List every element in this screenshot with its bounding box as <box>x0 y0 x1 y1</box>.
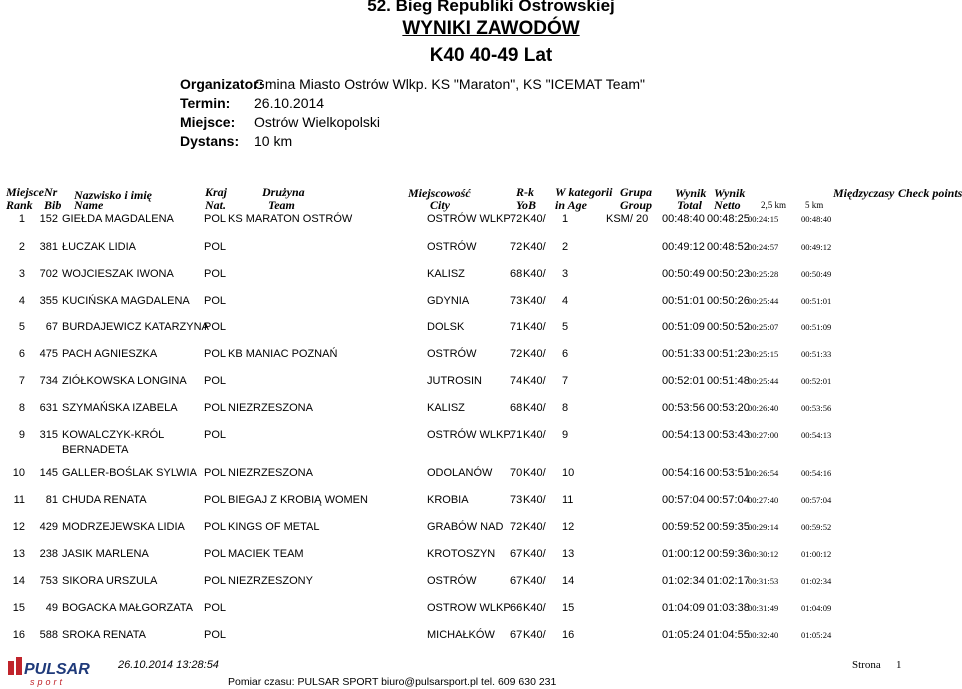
cell-yob: 74 <box>510 375 523 387</box>
cell-category: K40/ <box>523 629 546 641</box>
cell-netto-time: 01:02:17 <box>707 575 750 587</box>
cell-name: SROKA RENATA <box>62 629 146 641</box>
cell-nat: POL <box>204 348 227 360</box>
col-team-pl: Drużyna <box>262 185 305 199</box>
cell-total-time: 01:04:09 <box>662 602 705 614</box>
cell-netto-time: 00:53:20 <box>707 402 750 414</box>
cell-netto-time: 00:50:52 <box>707 321 750 333</box>
cell-team: BIEGAJ Z KROBIĄ WOMEN <box>228 494 368 506</box>
col-nat-pl: Kraj <box>205 185 228 199</box>
cell-bib: 429 <box>39 521 58 533</box>
cell-split-2-5km: 00:26:54 <box>748 468 779 478</box>
cell-bib: 81 <box>45 494 58 506</box>
cell-split-2-5km: 00:29:14 <box>748 522 779 532</box>
cell-split-5km: 01:02:34 <box>801 576 832 586</box>
cell-bib: 588 <box>39 629 58 641</box>
col-yob-en: YoB <box>516 198 537 212</box>
cell-split-2-5km: 00:25:28 <box>748 269 779 279</box>
cell-yob: 68 <box>510 268 523 280</box>
cell-city: KROTOSZYN <box>427 548 496 560</box>
cell-city: MICHAŁKÓW <box>427 629 495 641</box>
cell-bib: 631 <box>39 402 58 414</box>
cell-in-age: 4 <box>562 295 569 307</box>
cell-name: WOJCIESZAK IWONA <box>62 268 174 280</box>
col-bib-en: Bib <box>44 198 62 212</box>
cell-total-time: 00:57:04 <box>662 494 705 506</box>
col-group-pl: Grupa <box>620 185 653 199</box>
svg-text:PULSAR: PULSAR <box>24 661 90 678</box>
table-row <box>0 321 960 351</box>
cell-category: K40/ <box>523 375 546 387</box>
cell-in-age: 12 <box>562 521 575 533</box>
cell-split-2-5km: 00:25:15 <box>748 349 779 359</box>
table-row <box>0 213 960 243</box>
cell-nat: POL <box>204 494 227 506</box>
col-bib-pl: Nr <box>44 185 58 199</box>
cell-yob: 71 <box>510 321 523 333</box>
cell-in-age: 10 <box>562 467 575 479</box>
cell-yob: 66 <box>510 602 523 614</box>
cell-nat: POL <box>204 467 227 479</box>
cell-city: GDYNIA <box>427 295 470 307</box>
table-row <box>0 402 960 432</box>
cell-name: MODRZEJEWSKA LIDIA <box>62 521 185 533</box>
page-number: 1 <box>896 659 902 671</box>
table-row <box>0 521 960 551</box>
cell-name: BOGACKA MAŁGORZATA <box>62 602 194 614</box>
cell-netto-time: 00:51:48 <box>707 375 750 387</box>
cell-city: KALISZ <box>427 402 465 414</box>
cell-netto-time: 00:48:25 <box>707 213 750 225</box>
cell-split-2-5km: 00:27:40 <box>748 495 779 505</box>
cell-yob: 67 <box>510 629 523 641</box>
cell-total-time: 00:49:12 <box>662 241 705 253</box>
cell-name: ZIÓŁKOWSKA LONGINA <box>62 375 187 387</box>
col-split1: 2,5 km <box>761 200 787 210</box>
cell-name: JASIK MARLENA <box>62 548 149 560</box>
cell-city: OSTRÓW <box>427 241 477 253</box>
col-nat-en: Nat. <box>205 198 226 212</box>
cell-in-age: 13 <box>562 548 575 560</box>
cell-bib: 67 <box>45 321 58 333</box>
table-row <box>0 241 960 271</box>
cell-city: KALISZ <box>427 268 465 280</box>
cell-yob: 70 <box>510 467 523 479</box>
cell-split-2-5km: 00:32:40 <box>748 630 779 640</box>
col-total-pl: Wynik <box>675 186 707 200</box>
cell-total-time: 00:53:56 <box>662 402 705 414</box>
cell-category: K40/ <box>523 548 546 560</box>
cell-netto-time: 00:59:36 <box>707 548 750 560</box>
col-yob-pl: R-k <box>516 185 534 199</box>
cell-nat: POL <box>204 402 227 414</box>
cell-netto-time: 00:53:51 <box>707 467 750 479</box>
cell-rank: 6 <box>18 348 25 360</box>
cell-city: JUTROSIN <box>427 375 482 387</box>
cell-total-time: 00:51:09 <box>662 321 705 333</box>
cell-split-5km: 00:52:01 <box>801 376 832 386</box>
cell-rank: 3 <box>18 268 25 280</box>
cell-total-time: 01:05:24 <box>662 629 705 641</box>
cell-netto-time: 00:53:43 <box>707 429 750 441</box>
cell-netto-time: 01:03:38 <box>707 602 750 614</box>
cell-name: SIKORA URSZULA <box>62 575 158 587</box>
timing-credit: Pomiar czasu: PULSAR SPORT biuro@pulsarsport.pl tel. 609 630 231 <box>228 676 557 688</box>
cell-yob: 73 <box>510 494 523 506</box>
cell-in-age: 1 <box>562 213 569 225</box>
cell-split-5km: 00:50:49 <box>801 269 832 279</box>
cell-team: NIEZRZESZONA <box>228 402 313 414</box>
cell-split-2-5km: 00:31:53 <box>748 576 779 586</box>
cell-yob: 72 <box>510 213 523 225</box>
cell-rank: 13 <box>12 548 25 560</box>
cell-netto-time: 01:04:55 <box>707 629 750 641</box>
cell-split-2-5km: 00:24:57 <box>748 242 779 252</box>
cell-total-time: 00:48:40 <box>662 213 705 225</box>
cell-city: DOLSK <box>427 321 465 333</box>
cell-category: K40/ <box>523 402 546 414</box>
cell-split-5km: 00:48:40 <box>801 214 832 224</box>
cell-split-5km: 00:59:52 <box>801 522 832 532</box>
cell-yob: 72 <box>510 241 523 253</box>
cell-netto-time: 00:59:35 <box>707 521 750 533</box>
cell-total-time: 00:54:16 <box>662 467 705 479</box>
cell-bib: 145 <box>39 467 58 479</box>
col-city-pl: Miejscowość <box>408 186 471 200</box>
cell-in-age: 2 <box>562 241 569 253</box>
col-group-en: Group <box>620 198 653 212</box>
category-title: K40 40-49 Lat <box>429 45 553 66</box>
cell-yob: 67 <box>510 548 523 560</box>
cell-group: KSM/ 20 <box>606 213 649 225</box>
cell-team: MACIEK TEAM <box>228 548 304 560</box>
cell-in-age: 8 <box>562 402 569 414</box>
cell-nat: POL <box>204 268 227 280</box>
cell-yob: 72 <box>510 348 523 360</box>
cell-total-time: 00:50:49 <box>662 268 705 280</box>
cell-bib: 475 <box>39 348 58 360</box>
cell-split-5km: 00:51:01 <box>801 296 832 306</box>
cell-split-5km: 00:49:12 <box>801 242 832 252</box>
cell-split-2-5km: 00:25:44 <box>748 296 779 306</box>
cell-split-2-5km: 00:27:00 <box>748 430 779 440</box>
cell-split-2-5km: 00:24:15 <box>748 214 779 224</box>
table-row <box>0 268 960 298</box>
cell-total-time: 00:51:01 <box>662 295 705 307</box>
cell-total-time: 00:52:01 <box>662 375 705 387</box>
cell-city: OSTRÓW <box>427 575 477 587</box>
cell-nat: POL <box>204 375 227 387</box>
printed-timestamp: 26.10.2014 13:28:54 <box>118 659 219 671</box>
cell-category: K40/ <box>523 321 546 333</box>
cell-split-5km: 01:04:09 <box>801 603 832 613</box>
cell-bib: 381 <box>39 241 58 253</box>
col-city-en: City <box>430 198 450 212</box>
cell-rank: 1 <box>18 213 25 225</box>
date-label: Termin: <box>180 95 231 111</box>
cell-team: KINGS OF METAL <box>228 521 320 533</box>
cell-rank: 2 <box>18 241 25 253</box>
cell-split-5km: 00:57:04 <box>801 495 832 505</box>
svg-text:sport: sport <box>30 677 66 687</box>
place-value: Ostrów Wielkopolski <box>254 114 381 130</box>
cell-rank: 5 <box>18 321 25 333</box>
cell-yob: 71 <box>510 429 523 441</box>
col-intermediate: Międzyczasy <box>833 186 895 200</box>
cell-total-time: 00:54:13 <box>662 429 705 441</box>
cell-in-age: 5 <box>562 321 569 333</box>
results-title: WYNIKI ZAWODÓW <box>402 18 580 39</box>
cell-bib: 355 <box>39 295 58 307</box>
table-row <box>0 429 960 459</box>
cell-name: KOWALCZYK-KRÓL <box>62 429 165 441</box>
cell-netto-time: 00:48:52 <box>707 241 750 253</box>
table-row <box>0 629 960 659</box>
cell-total-time: 00:59:52 <box>662 521 705 533</box>
cell-rank: 14 <box>12 575 25 587</box>
cell-category: K40/ <box>523 241 546 253</box>
cell-nat: POL <box>204 295 227 307</box>
cell-netto-time: 00:50:23 <box>707 268 750 280</box>
cell-split-5km: 00:53:56 <box>801 403 832 413</box>
cell-total-time: 01:00:12 <box>662 548 705 560</box>
cell-bib: 315 <box>39 429 58 441</box>
cell-bib: 238 <box>39 548 58 560</box>
cell-total-time: 01:02:34 <box>662 575 705 587</box>
cell-category: K40/ <box>523 295 546 307</box>
col-rank-en: Rank <box>6 198 33 212</box>
cell-split-2-5km: 00:25:44 <box>748 376 779 386</box>
event-title: 52. Bieg Republiki Ostrowskiej <box>367 0 615 15</box>
place-label: Miejsce: <box>180 114 236 130</box>
cell-split-5km: 00:54:13 <box>801 430 832 440</box>
cell-split-5km: 01:00:12 <box>801 549 832 559</box>
cell-total-time: 00:51:33 <box>662 348 705 360</box>
cell-split-2-5km: 00:26:40 <box>748 403 779 413</box>
cell-name-continued: BERNADETA <box>62 444 129 456</box>
cell-split-2-5km: 00:31:49 <box>748 603 779 613</box>
cell-rank: 8 <box>18 402 25 414</box>
col-inage-pl: W kategorii <box>555 185 613 199</box>
cell-name: SZYMAŃSKA IZABELA <box>62 402 178 414</box>
col-name-en: Name <box>74 198 104 212</box>
table-row <box>0 348 960 378</box>
col-rank-pl: Miejsce <box>6 185 44 199</box>
table-row <box>0 467 960 497</box>
cell-yob: 72 <box>510 521 523 533</box>
table-row <box>0 494 960 524</box>
cell-netto-time: 00:51:23 <box>707 348 750 360</box>
date-value: 26.10.2014 <box>254 95 325 111</box>
cell-split-2-5km: 00:30:12 <box>748 549 779 559</box>
cell-nat: POL <box>204 321 227 333</box>
cell-city: OSTRÓW WLKP <box>427 213 511 225</box>
cell-rank: 11 <box>13 494 25 506</box>
table-row <box>0 548 960 578</box>
cell-rank: 4 <box>18 295 25 307</box>
cell-city: OSTRÓW WLKP. <box>427 429 513 441</box>
cell-in-age: 7 <box>562 375 569 387</box>
page-label: Strona <box>852 659 881 671</box>
cell-yob: 73 <box>510 295 523 307</box>
col-total-en: Total <box>677 198 702 212</box>
cell-rank: 7 <box>18 375 25 387</box>
cell-yob: 67 <box>510 575 523 587</box>
distance-label: Dystans: <box>180 133 240 149</box>
cell-bib: 152 <box>39 213 58 225</box>
cell-bib: 702 <box>39 268 58 280</box>
cell-nat: POL <box>204 241 227 253</box>
col-checkpoints: Check points <box>898 186 962 200</box>
cell-team: NIEZRZESZONY <box>228 575 313 587</box>
table-row <box>0 375 960 405</box>
organizer-label: Organizator: <box>180 76 264 92</box>
cell-category: K40/ <box>523 348 546 360</box>
cell-split-5km: 01:05:24 <box>801 630 832 640</box>
cell-in-age: 9 <box>562 429 569 441</box>
cell-category: K40/ <box>523 494 546 506</box>
cell-in-age: 16 <box>562 629 575 641</box>
cell-city: GRABÓW NAD <box>427 521 504 533</box>
cell-nat: POL <box>204 575 227 587</box>
col-team-en: Team <box>268 198 295 212</box>
col-split2: 5 km <box>805 200 824 210</box>
table-row <box>0 602 960 632</box>
cell-name: ŁUCZAK LIDIA <box>62 241 136 253</box>
cell-city: OSTRÓW <box>427 348 477 360</box>
cell-category: K40/ <box>523 467 546 479</box>
cell-in-age: 11 <box>562 494 574 506</box>
cell-rank: 10 <box>12 467 25 479</box>
cell-in-age: 14 <box>562 575 575 587</box>
cell-rank: 12 <box>12 521 25 533</box>
cell-category: K40/ <box>523 602 546 614</box>
cell-split-5km: 00:51:09 <box>801 322 832 332</box>
pulsar-sport-logo <box>6 655 90 689</box>
cell-city: OSTROW WLKP <box>427 602 511 614</box>
cell-nat: POL <box>204 429 227 441</box>
cell-split-5km: 00:51:33 <box>801 349 832 359</box>
col-inage-en: in Age <box>555 198 587 212</box>
cell-category: K40/ <box>523 521 546 533</box>
cell-netto-time: 00:50:26 <box>707 295 750 307</box>
cell-category: K40/ <box>523 575 546 587</box>
cell-in-age: 6 <box>562 348 569 360</box>
cell-name: GIEŁDA MAGDALENA <box>62 213 174 225</box>
cell-netto-time: 00:57:04 <box>707 494 750 506</box>
cell-bib: 734 <box>39 375 58 387</box>
cell-rank: 15 <box>12 602 25 614</box>
col-name-pl: Nazwisko i imię <box>74 188 153 202</box>
cell-name: GALLER-BOŚLAK SYLWIA <box>62 467 197 479</box>
cell-category: K40/ <box>523 213 546 225</box>
cell-nat: POL <box>204 602 227 614</box>
cell-name: KUCIŃSKA MAGDALENA <box>62 295 190 307</box>
table-row <box>0 575 960 605</box>
cell-split-5km: 00:54:16 <box>801 468 832 478</box>
col-netto-en: Netto <box>714 198 741 212</box>
cell-city: KROBIA <box>427 494 469 506</box>
organizer-value: Gmina Miasto Ostrów Wlkp. KS "Maraton", KS "ICEMAT Team" <box>254 76 645 92</box>
cell-nat: POL <box>204 521 227 533</box>
cell-in-age: 3 <box>562 268 569 280</box>
cell-category: K40/ <box>523 268 546 280</box>
cell-team: KB MANIAC POZNAŃ <box>228 348 338 360</box>
cell-nat: POL <box>204 629 227 641</box>
cell-bib: 753 <box>39 575 58 587</box>
cell-nat: POL <box>204 213 227 225</box>
cell-bib: 49 <box>45 602 58 614</box>
cell-in-age: 15 <box>562 602 575 614</box>
cell-rank: 16 <box>12 629 25 641</box>
cell-name: CHUDA RENATA <box>62 494 147 506</box>
col-netto-pl: Wynik <box>714 186 746 200</box>
cell-rank: 9 <box>18 429 25 441</box>
cell-team: NIEZRZESZONA <box>228 467 313 479</box>
cell-split-2-5km: 00:25:07 <box>748 322 779 332</box>
cell-yob: 68 <box>510 402 523 414</box>
distance-value: 10 km <box>254 133 293 149</box>
cell-city: ODOLANÓW <box>427 467 493 479</box>
cell-name: PACH AGNIESZKA <box>62 348 158 360</box>
cell-name: BURDAJEWICZ KATARZYNA <box>62 321 209 333</box>
cell-team: KS MARATON OSTRÓW <box>228 213 353 225</box>
cell-nat: POL <box>204 548 227 560</box>
cell-category: K40/ <box>523 429 546 441</box>
